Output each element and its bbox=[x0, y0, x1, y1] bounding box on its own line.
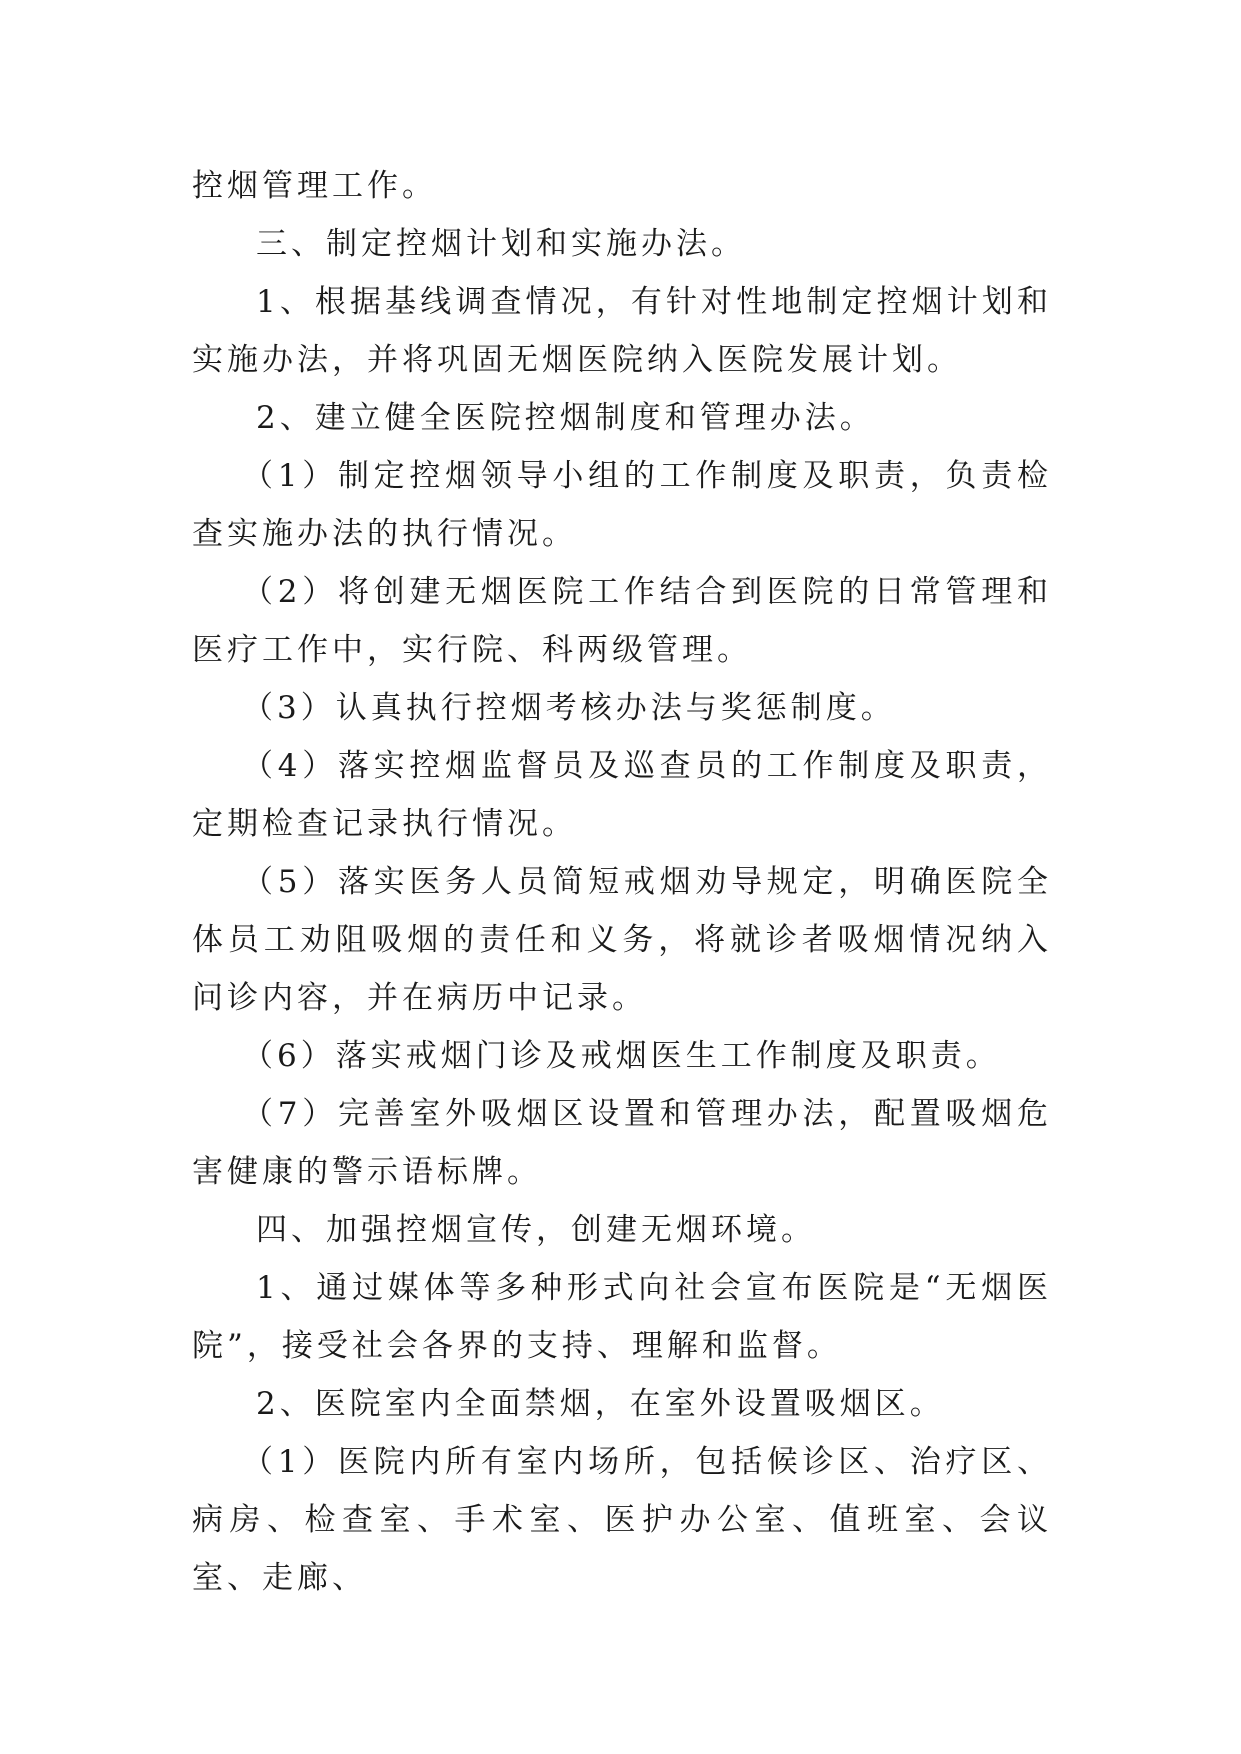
section-heading-four: 四、加强控烟宣传，创建无烟环境。 bbox=[256, 1212, 816, 1248]
paragraph-item-2: 2、建立健全医院控烟制度和管理办法。 bbox=[256, 400, 875, 436]
paragraph-subitem-3: （3）认真执行控烟考核办法与奖惩制度。 bbox=[242, 690, 896, 726]
paragraph-item-4-1: 1、通过媒体等多种形式向社会宣布医院是“无烟医院”，接受社会各界的支持、理解和监督。 bbox=[192, 1270, 1052, 1364]
paragraph-subitem-7: （7）完善室外吸烟区设置和管理办法，配置吸烟危害健康的警示语标牌。 bbox=[192, 1096, 1052, 1190]
section-heading-three: 三、制定控烟计划和实施办法。 bbox=[256, 226, 746, 262]
paragraph-subitem-6: （6）落实戒烟门诊及戒烟医生工作制度及职责。 bbox=[242, 1038, 1001, 1074]
paragraph-subitem-2: （2）将创建无烟医院工作结合到医院的日常管理和医疗工作中，实行院、科两级管理。 bbox=[192, 574, 1052, 668]
paragraph-item-1: 1、根据基线调查情况，有针对性地制定控烟计划和实施办法，并将巩固无烟医院纳入医院发展计划。 bbox=[192, 284, 1052, 378]
paragraph-continuation: 控烟管理工作。 bbox=[192, 168, 437, 204]
document-body bbox=[192, 157, 1052, 1607]
paragraph-item-4-2: 2、医院室内全面禁烟，在室外设置吸烟区。 bbox=[256, 1386, 945, 1422]
paragraph-subitem-1: （1）制定控烟领导小组的工作制度及职责，负责检查实施办法的执行情况。 bbox=[192, 458, 1052, 552]
paragraph-subitem-4-2-1: （1）医院内所有室内场所，包括候诊区、治疗区、病房、检查室、手术室、医护办公室、值班室、会议室、走廊、 bbox=[192, 1444, 1052, 1596]
paragraph-subitem-4: （4）落实控烟监督员及巡查员的工作制度及职责，定期检查记录执行情况。 bbox=[192, 748, 1052, 842]
paragraph-subitem-5: （5）落实医务人员简短戒烟劝导规定，明确医院全体员工劝阻吸烟的责任和义务，将就诊者吸烟情况纳入问诊内容，并在病历中记录。 bbox=[192, 864, 1052, 1016]
